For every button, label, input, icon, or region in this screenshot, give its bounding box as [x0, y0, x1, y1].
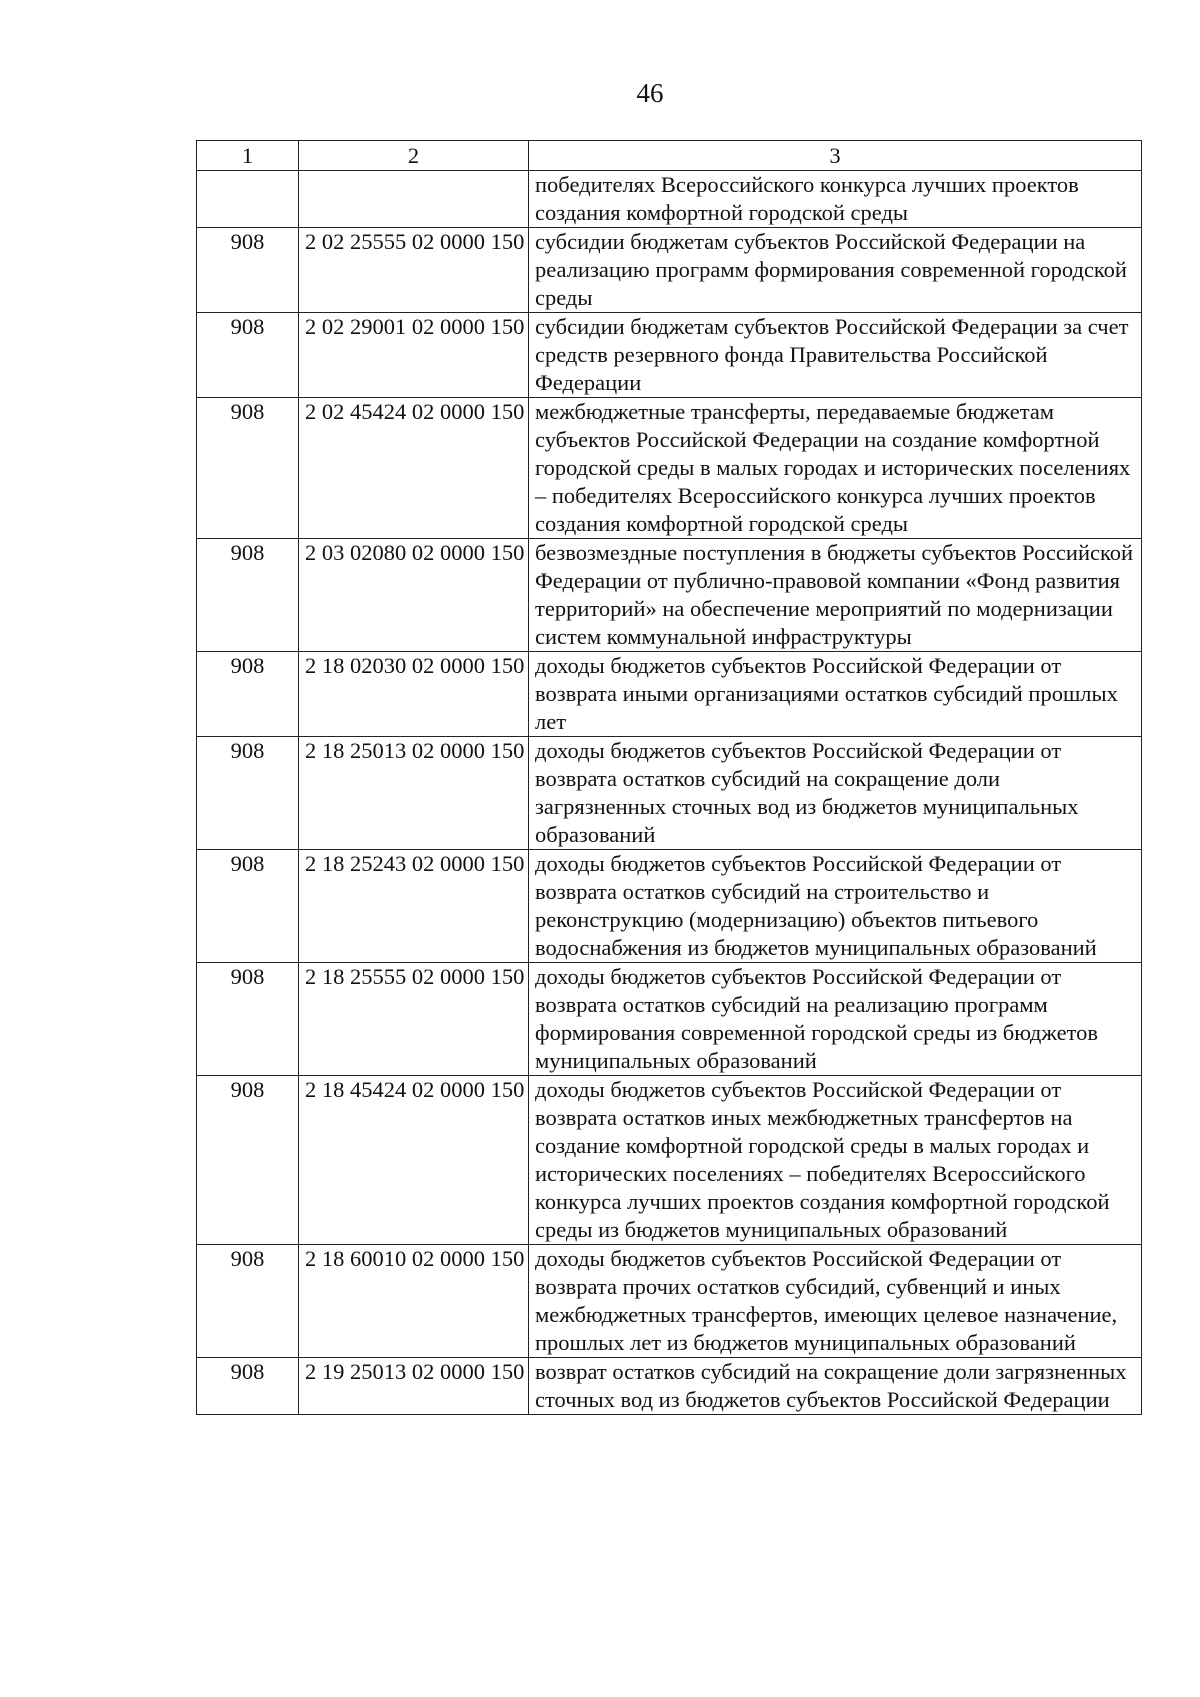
revenue-code-cell: 2 18 25555 02 0000 150 [299, 963, 529, 1076]
revenue-code-cell: 2 18 25013 02 0000 150 [299, 737, 529, 850]
admin-code-cell [197, 171, 299, 228]
admin-code-cell: 908 [197, 398, 299, 539]
revenue-code-cell: 2 02 45424 02 0000 150 [299, 398, 529, 539]
description-cell: субсидии бюджетам субъектов Российской Федерации за счет средств резервного фонда Правительства Российской Федерации [529, 313, 1142, 398]
revenue-code-cell: 2 18 25243 02 0000 150 [299, 850, 529, 963]
admin-code-cell: 908 [197, 1358, 299, 1415]
description-cell: доходы бюджетов субъектов Российской Федерации от возврата прочих остатков субсидий, субвенций и иных межбюджетных трансфертов, имеющих целевое назначение, прошлых лет из бюджетов муниципальных образований [529, 1245, 1142, 1358]
table-row [197, 1245, 1142, 1358]
revenue-code-cell: 2 18 02030 02 0000 150 [299, 652, 529, 737]
description-cell: победителях Всероссийского конкурса лучших проектов создания комфортной городской среды [529, 171, 1142, 228]
table-row [197, 171, 1142, 228]
column-header-2: 2 [299, 141, 529, 171]
table-row [197, 1076, 1142, 1245]
admin-code-cell: 908 [197, 963, 299, 1076]
table-row [197, 398, 1142, 539]
admin-code-cell: 908 [197, 850, 299, 963]
description-cell: доходы бюджетов субъектов Российской Федерации от возврата остатков субсидий на строительство и реконструкцию (модернизацию) объектов питьевого водоснабжения из бюджетов муниципальных образований [529, 850, 1142, 963]
revenue-code-cell [299, 171, 529, 228]
admin-code-cell: 908 [197, 737, 299, 850]
table-row [197, 737, 1142, 850]
revenue-code-cell: 2 02 25555 02 0000 150 [299, 228, 529, 313]
revenue-code-cell: 2 18 45424 02 0000 150 [299, 1076, 529, 1245]
admin-code-cell: 908 [197, 652, 299, 737]
column-header-1: 1 [197, 141, 299, 171]
description-cell: доходы бюджетов субъектов Российской Федерации от возврата остатков субсидий на реализацию программ формирования современной городской среды из бюджетов муниципальных образований [529, 963, 1142, 1076]
description-cell: возврат остатков субсидий на сокращение доли загрязненных сточных вод из бюджетов субъектов Российской Федерации [529, 1358, 1142, 1415]
page-number: 46 [636, 78, 664, 108]
table-row [197, 963, 1142, 1076]
admin-code-cell: 908 [197, 1245, 299, 1358]
description-cell: безвозмездные поступления в бюджеты субъектов Российской Федерации от публично-правовой компании «Фонд развития территорий» на обеспечение мероприятий по модернизации систем коммунальной инфраструктуры [529, 539, 1142, 652]
header-row [197, 141, 1142, 171]
admin-code-cell: 908 [197, 1076, 299, 1245]
table-row [197, 539, 1142, 652]
description-cell: доходы бюджетов субъектов Российской Федерации от возврата остатков иных межбюджетных трансфертов на создание комфортной городской среды в малых городах и исторических поселениях – победителях Всероссийского конкурса лучших проектов создания комфортной городской среды из бюджетов муниципальных образований [529, 1076, 1142, 1245]
admin-code-cell: 908 [197, 228, 299, 313]
admin-code-cell: 908 [197, 313, 299, 398]
revenue-code-cell: 2 18 60010 02 0000 150 [299, 1245, 529, 1358]
column-header-3: 3 [529, 141, 1142, 171]
description-cell: доходы бюджетов субъектов Российской Федерации от возврата остатков субсидий на сокращение доли загрязненных сточных вод из бюджетов муниципальных образований [529, 737, 1142, 850]
revenue-code-cell: 2 19 25013 02 0000 150 [299, 1358, 529, 1415]
table-row [197, 652, 1142, 737]
admin-code-cell: 908 [197, 539, 299, 652]
revenue-code-cell: 2 03 02080 02 0000 150 [299, 539, 529, 652]
table-row [197, 1358, 1142, 1415]
description-cell: межбюджетные трансферты, передаваемые бюджетам субъектов Российской Федерации на создание комфортной городской среды в малых городах и исторических поселениях – победителях Всероссийского конкурса лучших проектов создания комфортной городской среды [529, 398, 1142, 539]
table-row [197, 228, 1142, 313]
table-row [197, 850, 1142, 963]
table-row [197, 313, 1142, 398]
budget-codes-table [196, 140, 1142, 1415]
description-cell: субсидии бюджетам субъектов Российской Федерации на реализацию программ формирования современной городской среды [529, 228, 1142, 313]
revenue-code-cell: 2 02 29001 02 0000 150 [299, 313, 529, 398]
description-cell: доходы бюджетов субъектов Российской Федерации от возврата иными организациями остатков субсидий прошлых лет [529, 652, 1142, 737]
